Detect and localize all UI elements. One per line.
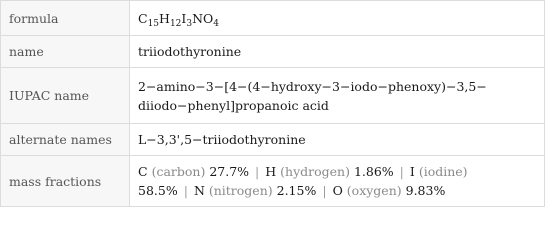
mass-fraction-item [194,183,316,198]
formula-element: C [138,10,148,26]
mass-fraction-item [410,164,468,179]
name-value: triiodothyronine [130,36,545,68]
alternate-names-label: alternate names [1,124,130,156]
formula-element: I [181,10,187,26]
formula-count: 3 [186,18,193,29]
formula-row [1,1,545,36]
element-name: (oxygen) [346,183,402,198]
separator: | [183,183,188,198]
element-symbol: O [332,183,343,198]
element-symbol: C [138,164,148,179]
iupac-value [130,68,545,124]
fraction-value: 1.86% [353,164,394,179]
name-row [1,36,545,68]
iupac-row [1,68,545,124]
element-name: (nitrogen) [208,183,273,198]
element-symbol: I [409,164,415,179]
mass-fraction-item-cont [138,183,178,198]
mass-fractions-value [130,156,545,207]
alternate-names-row [1,124,545,156]
iupac-line-2: diiodo−phenyl]propanoic acid [138,97,329,113]
formula-element: H [159,10,170,26]
formula-count: 12 [169,18,182,29]
mass-fraction-item [265,164,393,179]
formula-value [130,1,545,36]
formula-label: formula [1,1,130,36]
fraction-value: 27.7% [209,164,250,179]
fraction-value: 58.5% [138,183,178,198]
mass-fraction-item [138,164,249,179]
element-symbol: H [265,164,277,179]
formula-count: 4 [213,18,219,29]
mass-fractions-label: mass fractions [1,156,130,207]
iupac-label: IUPAC name [1,68,130,124]
element-name: (carbon) [151,164,206,179]
iupac-line-1: 2−amino−3−[4−(4−hydroxy−3−iodo−phenoxy)−3,5− [138,78,487,94]
formula-count: 15 [147,18,160,29]
alternate-names-value: L−3,3',5−triiodothyronine [130,124,545,156]
fraction-value: 2.15% [276,183,317,198]
mass-fraction-item [333,183,446,198]
mass-fractions-row [1,156,545,207]
element-name: (hydrogen) [280,164,350,179]
name-label: name [1,36,130,68]
element-symbol: N [193,183,205,198]
separator: | [399,164,404,179]
formula-element: NO [192,10,214,26]
separator: | [255,164,260,179]
separator: | [322,183,327,198]
element-name: (iodine) [418,164,468,179]
fraction-value: 9.83% [405,183,446,198]
